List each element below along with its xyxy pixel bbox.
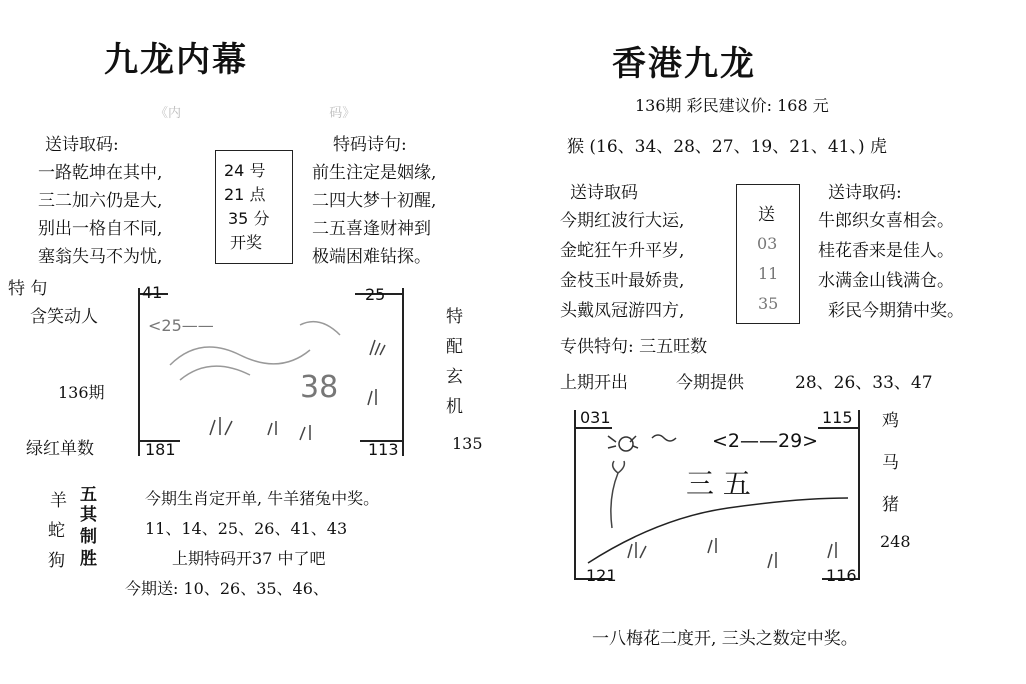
right-send-poem-label-right: 送诗取码: xyxy=(828,183,902,203)
left-zodiac-2: 蛇 xyxy=(48,521,65,541)
right-title: 香港九龙 xyxy=(612,44,756,84)
left-box-line-3: 35 分 xyxy=(228,209,270,228)
right-chart-range: <2——29> xyxy=(712,430,819,452)
left-chart-corner-br: 113 xyxy=(368,440,399,459)
left-send-poem-label: 送诗取码: xyxy=(45,135,119,155)
left-poem-line-4: 塞翁失马不为忧, xyxy=(38,247,163,267)
left-chart-mid: 38 xyxy=(300,370,339,405)
left-poem-line-3: 别出一格自不同, xyxy=(38,219,163,239)
left-box-line-4: 开奖 xyxy=(230,233,263,252)
left-zodiac-1: 羊 xyxy=(50,491,67,511)
left-special-match-1: 特 xyxy=(446,307,463,327)
right-animal-3: 猪 xyxy=(882,495,899,515)
right-special-line-1: 牛郎织女喜相会。 xyxy=(818,211,954,231)
left-line-3: 上期特码开37 中了吧 xyxy=(172,549,326,568)
right-chart-corner-tl: 031 xyxy=(580,408,611,427)
right-chart-sketch xyxy=(578,428,858,578)
left-poem-line-1: 一路乾坤在其中, xyxy=(38,163,163,183)
right-bottom-line: 一八梅花二度开, 三头之数定中奖。 xyxy=(592,629,858,649)
right-chart-mid: 三 五 xyxy=(686,467,751,500)
left-box-line-2: 21 点 xyxy=(224,185,266,204)
left-control-1: 五 xyxy=(80,485,97,505)
right-box-line-1: 送 xyxy=(758,205,775,225)
left-green-red: 绿红单数 xyxy=(26,439,94,459)
left-special-phrase: 含笑动人 xyxy=(30,307,98,327)
left-special-phrase-label: 特 句 xyxy=(8,279,48,299)
right-poem-line-3: 金枝玉叶最娇贵, xyxy=(560,271,685,291)
right-animal-2: 马 xyxy=(882,453,899,473)
right-animal-number: 248 xyxy=(880,532,911,551)
right-send-poem-label-left: 送诗取码 xyxy=(570,183,638,203)
left-line-4: 今期送: 10、26、35、46、 xyxy=(125,579,329,598)
right-animal-1: 鸡 xyxy=(882,411,899,431)
left-subheader-start: 《内 xyxy=(155,106,182,121)
left-special-line-1: 前生注定是姻缘, xyxy=(312,163,437,183)
left-title: 九龙内幕 xyxy=(104,40,248,80)
left-chart-corner-tr: 25 xyxy=(365,285,386,304)
right-special-line-3: 水满金山钱满仓。 xyxy=(818,271,954,291)
right-special-line-4: 彩民今期猜中奖。 xyxy=(828,301,964,321)
right-special-line-2: 桂花香来是佳人。 xyxy=(818,241,954,261)
right-issue-price: 136期 彩民建议价: 168 元 xyxy=(635,96,829,115)
right-offer-numbers: 28、26、33、47 xyxy=(795,373,933,393)
right-poem-line-1: 今期红波行大运, xyxy=(560,211,685,231)
left-poem-line-2: 三二加六仍是大, xyxy=(38,191,163,211)
right-monkey-tiger: 猴 (16、34、28、27、19、21、41、) 虎 xyxy=(567,137,887,157)
left-subheader-end: 码》 xyxy=(329,106,356,121)
right-this-offer: 今期提供 xyxy=(676,373,744,393)
right-chart-corner-bl: 121 xyxy=(586,566,617,585)
left-right-number: 135 xyxy=(452,434,483,453)
right-poem-line-2: 金蛇狂午升平岁, xyxy=(560,241,685,261)
left-special-match-4: 机 xyxy=(446,397,463,417)
right-box-line-2: 03 xyxy=(757,234,778,253)
left-issue: 136期 xyxy=(58,383,105,402)
left-chart-sketch xyxy=(140,295,400,445)
left-subheader xyxy=(155,102,355,121)
left-line-2: 11、14、25、26、41、43 xyxy=(145,519,348,538)
left-chart-corner-tl: 41 xyxy=(142,283,163,302)
right-chart-corner-br: 116 xyxy=(826,566,857,585)
right-last-open: 上期开出 xyxy=(560,373,628,393)
left-special-line-2: 二四大梦十初醒, xyxy=(312,191,437,211)
left-box-line-1: 24 号 xyxy=(224,161,266,180)
left-control-4: 胜 xyxy=(80,549,97,569)
right-poem-line-4: 头戴凤冠游四方, xyxy=(560,301,685,321)
left-special-line-4: 极端困难钻探。 xyxy=(312,247,431,267)
left-line-1: 今期生肖定开单, 牛羊猪兔中奖。 xyxy=(145,489,380,508)
left-control-2: 其 xyxy=(80,505,97,525)
left-control-3: 制 xyxy=(80,527,97,547)
right-box-line-3: 11 xyxy=(758,264,779,283)
left-special-match-3: 玄 xyxy=(446,367,463,387)
left-chart-range: <25—— xyxy=(148,316,214,335)
left-special-poem-label: 特码诗句: xyxy=(333,135,407,155)
left-zodiac-3: 狗 xyxy=(48,551,65,571)
left-special-match-2: 配 xyxy=(446,337,463,357)
right-special-phrase: 专供特句: 三五旺数 xyxy=(560,337,708,357)
right-chart-corner-tr: 115 xyxy=(822,408,853,427)
left-chart-corner-bl: 181 xyxy=(145,440,176,459)
right-box-line-4: 35 xyxy=(758,294,779,313)
left-special-line-3: 二五喜逢财神到 xyxy=(312,219,431,239)
